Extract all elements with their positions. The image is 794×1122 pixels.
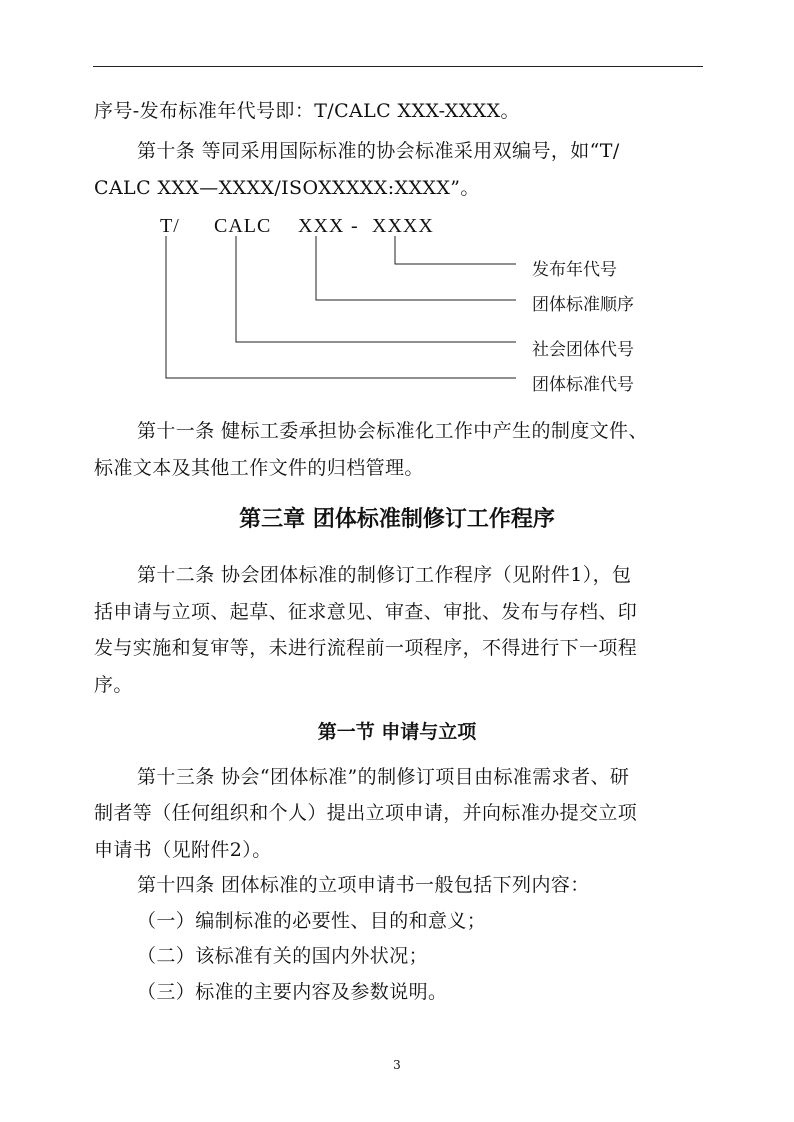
- article-14-item-2: （二）该标准有关的国内外状况；: [137, 945, 429, 967]
- section-title: 第一节 申请与立项: [317, 721, 477, 743]
- code-prefix-t: T/: [160, 215, 180, 237]
- code-calc: CALC: [214, 215, 272, 237]
- article-12-line-2: 括申请与立项、起草、征求意见、审查、审批、发布与存档、印: [94, 601, 638, 623]
- article-12-line-3: 发与实施和复审等，未进行流程前一项程序，不得进行下一项程: [94, 637, 638, 659]
- connector-org: [236, 236, 516, 342]
- connector-std: [166, 236, 516, 378]
- article-10-line-2: CALC XXX—XXXX/ISOXXXXX:XXXX”。: [94, 177, 480, 199]
- label-year: 发布年代号: [532, 260, 617, 280]
- article-13-line-1: 第十三条 协会“团体标准”的制修订项目由标准需求者、研: [137, 766, 630, 788]
- code-dash: -: [351, 215, 359, 237]
- article-14-item-1: （一）编制标准的必要性、目的和意义；: [137, 910, 487, 932]
- label-seq: 团体标准顺序: [532, 295, 634, 315]
- code-year: XXXX: [372, 215, 434, 237]
- article-14-line-1: 第十四条 团体标准的立项申请书一般包括下列内容：: [137, 874, 590, 896]
- connector-year: [395, 236, 516, 264]
- para-line: 序号-发布标准年代号即：T/CALC XXX-XXXX。: [94, 100, 520, 122]
- connector-seq: [316, 236, 516, 300]
- label-std: 团体标准代号: [532, 375, 634, 395]
- article-10-line-1: 第十条 等同采用国际标准的协会标准采用双编号，如“T/: [137, 140, 620, 162]
- article-13-line-3: 申请书（见附件2）。: [94, 839, 272, 861]
- article-12-line-1: 第十二条 协会团体标准的制修订工作程序（见附件1），包: [137, 564, 632, 586]
- article-11-line-1: 第十一条 健标工委承担协会标准化工作中产生的制度文件、: [137, 420, 648, 442]
- label-org: 社会团体代号: [532, 340, 634, 360]
- code-structure-diagram: [0, 0, 794, 420]
- article-13-line-2: 制者等（任何组织和个人）提出立项申请，并向标准办提交立项: [94, 802, 638, 824]
- chapter-title: 第三章 团体标准制修订工作程序: [239, 507, 555, 532]
- page-number: 3: [393, 1058, 401, 1072]
- code-seq: XXX: [298, 215, 345, 237]
- article-12-line-4: 序。: [94, 674, 133, 696]
- article-11-line-2: 标准文本及其他工作文件的归档管理。: [94, 457, 424, 479]
- article-14-item-3: （三）标准的主要内容及参数说明。: [137, 981, 448, 1003]
